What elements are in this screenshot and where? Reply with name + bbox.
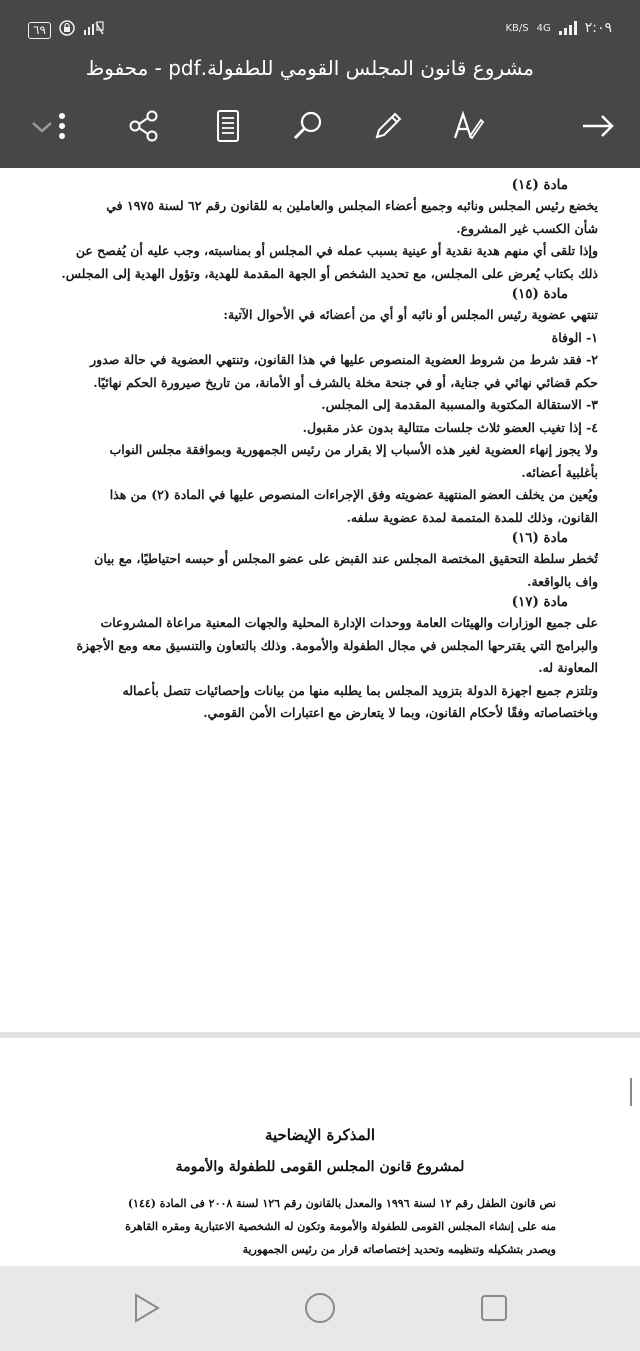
document-line: ٣- الاستقالة المكتوبة والمسببة المقدمة إلى المجلس. [321,397,598,412]
lock-icon [59,20,75,40]
memo-body [70,1192,570,1261]
document-line: والبرامج التي يقترحها المجلس في مجال الطفولة والأمومة. وذلك بالتعاون والتنسيق معه ومع الأجهزة [76,637,598,653]
document-line: ولا يجوز إنهاء العضوية لغير هذه الأسباب إلا بقرار من رئيس الجمهورية وبموافقة مجلس النواب [109,442,598,457]
search-icon[interactable] [290,108,326,144]
status-right-group [505,20,612,36]
document-line: وتلتزم جميع اجهزة الدولة بتزويد المجلس بما يطلبه منها من بيانات وإحصائيات تتصل بأعماله [122,682,598,698]
scrollbar-thumb[interactable] [630,1078,632,1106]
system-nav-bar [0,1266,640,1351]
document-line: ٤- إذا تغيب العضو ثلاث جلسات متتالية بدون عذر مقبول. [302,419,598,435]
document-line: ٢- فقد شرط من شروط العضوية المنصوص عليها في هذا القانون، وتنتهي العضوية في حالة صدور [90,352,598,367]
network-speed: KB/S [505,22,529,34]
document-text [38,176,598,725]
status-bar [0,18,640,46]
document-line: بأغلبية أعضائه. [521,464,598,480]
document-line: ويُعين من يخلف العضو المنتهية عضويته وفق الإجراءات المنصوص عليها في المادة (٢) من هذا [109,487,598,502]
document-line: شأن الكسب غير المشروع. [456,220,598,236]
memo-line: ويصدر بتشكيله وتنظيمه وتحديد إختصاصاته قرار من رئيس الجمهورية [242,1243,556,1256]
forward-arrow-icon[interactable] [580,108,616,144]
document-title: مشروع قانون المجلس القومي للطفولة.pdf - محفوظ [85,56,534,80]
more-vert-icon[interactable] [44,108,80,144]
share-icon[interactable] [126,108,162,144]
document-line: تُخطر سلطة التحقيق المختصة المجلس عند القبض على عضو المجلس أو حبسه احتياطيًا، مع بيان [94,551,598,566]
memo-title: المذكرة الإيضاحية [264,1126,376,1144]
memo-line: منه على إنشاء المجلس القومى للطفولة والأمومة وتكون له الشخصية الاعتبارية ومقره القاهرة [125,1220,556,1233]
document-line: تنتهي عضوية رئيس المجلس أو نائبه أو أي من أعضائه في الأحوال الآتية: [223,307,598,322]
document-line: وباختصاصاته وفقًا لأحكام القانون، وبما لا يتعارض مع اعتبارات الأمن القومي. [203,705,598,720]
status-left-group [28,20,105,40]
memo-subtitle: لمشروع قانون المجلس القومى للطفولة والأمومة [175,1159,465,1175]
document-line: القانون، وذلك للمدة المتممة لمدة عضوية سلفه. [346,509,598,525]
battery-indicator: ٦٩ [28,22,51,39]
back-triangle-icon[interactable] [128,1290,164,1326]
article-heading: مادة (١٦) [511,530,568,546]
text-annotate-icon[interactable] [450,108,486,144]
document-line: وإذا تلقى أي منهم هدية نقدية أو عينية بسبب عمله في المجلس أو بمناسبته، وجب عليه أن يُفصح عن [75,243,598,258]
recents-square-icon[interactable] [476,1290,512,1326]
signal-bars-icon [559,21,577,35]
document-line: يخضع رئيس المجلس ونائبه وجميع أعضاء المجلس والعاملين به للقانون رقم ٦٢ لسنة ١٩٧٥ في [106,198,598,213]
home-circle-icon[interactable] [302,1290,338,1326]
document-line: ١- الوفاة [551,329,598,345]
document-line: ذلك بكتاب يُعرض على المجلس، مع تحديد الشخص أو الجهة المقدمة للهدية، وتؤول الهدية إلى المجلس. [61,265,598,281]
document-line: على جميع الوزارات والهيئات العامة ووحدات الإدارة المحلية والجهات المعنية مراعاة المشروعات [100,615,598,630]
article-heading: مادة (١٥) [511,286,568,302]
memo-line: نص قانون الطفل رقم ١٢ لسنة ١٩٩٦ والمعدل بالقانون رقم ١٢٦ لسنة ٢٠٠٨ فى المادة (١٤٤) [127,1197,556,1210]
pencil-icon[interactable] [370,108,406,144]
article-heading: مادة (١٤) [511,177,568,193]
article-heading: مادة (١٧) [511,594,568,610]
muted-signal-icon [83,20,105,40]
document-line: واف بالواقعة. [527,573,598,589]
toolbar [0,98,640,154]
document-page-2[interactable] [0,1038,640,1266]
network-type: 4G [536,22,551,34]
document-line: المعاونة له. [538,660,598,675]
document-list-icon[interactable] [210,108,246,144]
document-line: حكم قضائي نهائي في جناية، أو في جنحة مخلة بالشرف أو الأمانة، من تاريخ صيرورة الحكم نهائيًا. [93,374,598,390]
document-page[interactable] [0,168,640,1032]
explanatory-memo [70,1122,570,1261]
clock: ٢:٠٩ [584,20,612,36]
app-top-bar [0,0,640,168]
